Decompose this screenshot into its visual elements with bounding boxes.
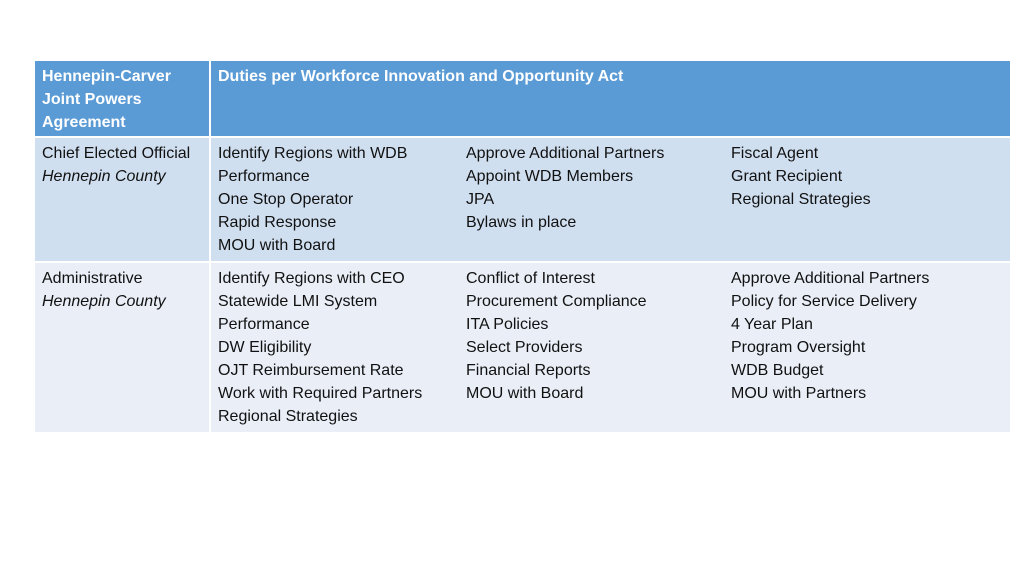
duty-item: Performance	[218, 316, 310, 333]
header-agreement	[35, 61, 211, 136]
duty-item: ITA Policies	[466, 316, 549, 333]
duty-item: JPA	[466, 191, 495, 208]
header-duties-label: Duties per Workforce Innovation and Opportunity Act	[218, 68, 624, 85]
duty-item: Statewide LMI System	[218, 293, 378, 310]
duty-item: MOU with Board	[466, 385, 584, 402]
duty-item: MOU with Partners	[731, 385, 867, 402]
duty-item: Grant Recipient	[731, 168, 843, 185]
header-agreement-line: Hennepin-Carver	[42, 68, 171, 85]
duties-column-1	[218, 142, 407, 257]
duty-item: MOU with Board	[218, 237, 336, 254]
row-role-chief-elected-official	[35, 138, 211, 261]
duty-item: Financial Reports	[466, 362, 591, 379]
duty-item: Appoint WDB Members	[466, 168, 634, 185]
duty-item: Regional Strategies	[218, 408, 358, 425]
duty-item: DW Eligibility	[218, 339, 312, 356]
duty-item: Rapid Response	[218, 214, 337, 231]
duties-column-1	[218, 267, 422, 428]
header-agreement-line: Agreement	[42, 114, 126, 131]
duties-column-2	[466, 142, 664, 234]
duty-item: Approve Additional Partners	[466, 145, 665, 162]
duty-item: WDB Budget	[731, 362, 824, 379]
duty-item: Bylaws in place	[466, 214, 577, 231]
duty-item: Approve Additional Partners	[731, 270, 930, 287]
duty-item: Program Oversight	[731, 339, 866, 356]
duties-column-3	[731, 267, 929, 405]
row-duties-administrative	[211, 263, 1010, 432]
duty-item: Procurement Compliance	[466, 293, 647, 310]
duty-item: Identify Regions with WDB	[218, 145, 408, 162]
duty-item: Select Providers	[466, 339, 583, 356]
entity-label: Hennepin County	[42, 168, 166, 185]
row-duties-chief-elected-official	[211, 138, 1010, 261]
duties-column-3	[731, 142, 871, 211]
duty-item: OJT Reimbursement Rate	[218, 362, 404, 379]
duty-item: 4 Year Plan	[731, 316, 813, 333]
header-duties	[211, 61, 1010, 136]
header-agreement-line: Joint Powers	[42, 91, 142, 108]
duty-item: Regional Strategies	[731, 191, 871, 208]
duty-item: Performance	[218, 168, 310, 185]
duties-column-2	[466, 267, 647, 405]
duties-table	[35, 61, 1010, 432]
duty-item: Identify Regions with CEO	[218, 270, 405, 287]
duty-item: Work with Required Partners	[218, 385, 423, 402]
duty-item: Conflict of Interest	[466, 270, 595, 287]
row-role-administrative	[35, 263, 211, 432]
duty-item: Policy for Service Delivery	[731, 293, 917, 310]
role-label: Chief Elected Official	[42, 145, 191, 162]
duty-item: One Stop Operator	[218, 191, 354, 208]
role-label: Administrative	[42, 270, 143, 287]
duty-item: Fiscal Agent	[731, 145, 819, 162]
entity-label: Hennepin County	[42, 293, 166, 310]
